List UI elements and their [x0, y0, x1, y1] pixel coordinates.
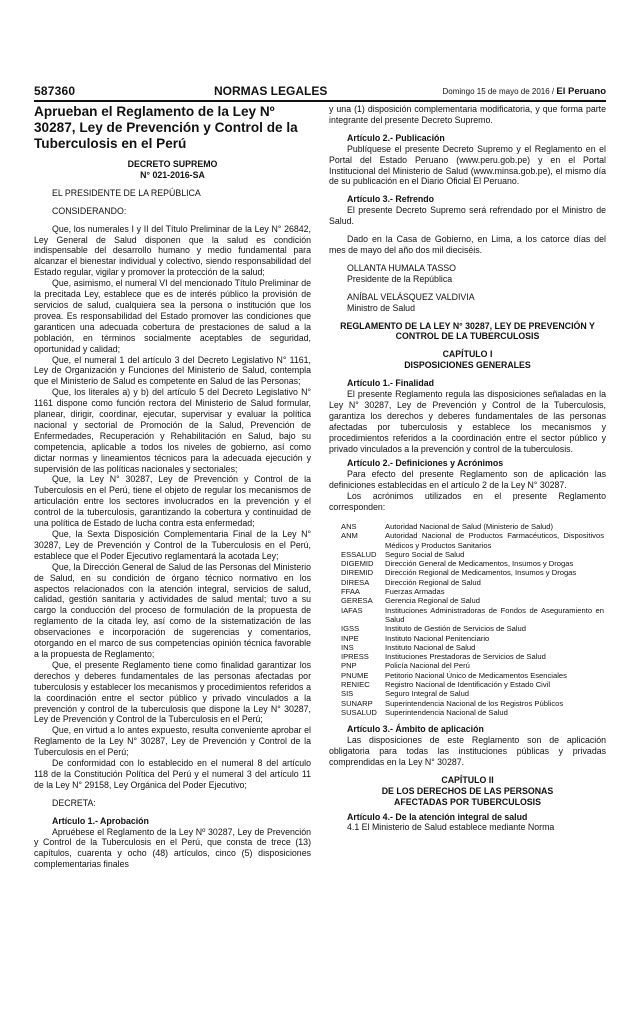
- reg-article-3-text: Las disposiciones de este Reglamento son de aplicación obligatoria para todas las instituciones públicas y privadas comprendidas en la Ley N° 30287.: [329, 735, 606, 767]
- acronyms-table: [341, 522, 604, 717]
- acronym-key: ANS: [341, 522, 357, 531]
- acronym-row: [341, 652, 604, 661]
- article-1-text: Apruébese el Reglamento de la Ley Nº 30287, Ley de Prevención y Control de la Tuberculosis en el Perú, que consta de trece (13) capítulos, cuarenta y ocho (48) artículos, cinco (5) disposiciones complementarias finales: [34, 826, 311, 870]
- acronym-key: GERESA: [341, 596, 373, 606]
- right-column: [329, 104, 606, 1008]
- acronym-value: Superintendencia Nacional de los Registros Públicos: [385, 698, 564, 708]
- acronym-value: Seguro Integral de Salud: [385, 689, 470, 699]
- decreta-label: DECRETA:: [52, 797, 96, 808]
- reg-article-2-heading: Artículo 2.- Definiciones y Acrónimos: [347, 458, 504, 469]
- reg-article-2-text: Para efecto del presente Reglamento son de aplicación las definiciones establecidas en el artículo 2 de la Ley N° 30287.: [329, 469, 606, 491]
- continuation-text: y una (1) disposición complementaria modificatoria, y que forma parte integrante del presente Decreto Supremo.: [329, 104, 606, 125]
- chapter-1-label: CAPÍTULO I: [442, 349, 493, 360]
- dado-text: Dado en la Casa de Gobierno, en Lima, a los catorce días del mes de mayo del año dos mil dieciséis.: [329, 234, 606, 255]
- acronym-value: Instituto Nacional Penitenciario: [385, 633, 490, 643]
- acronym-row: [341, 689, 604, 698]
- reglamento-title: REGLAMENTO DE LA LEY N° 30287, LEY DE PREVENCIÓN Y CONTROL DE LA TUBERCULOSIS: [340, 320, 595, 342]
- acronym-key: DIGEMID: [341, 559, 374, 569]
- signatory-1-name: OLLANTA HUMALA TASSO: [347, 262, 457, 273]
- acronym-key: SUSALUD: [341, 707, 377, 717]
- page-number: 587360: [34, 84, 76, 98]
- acronym-key: RENIEC: [341, 680, 370, 690]
- acronym-key: INPE: [341, 633, 359, 643]
- acronym-key: SUNARP: [341, 698, 373, 708]
- acronym-value: Dirección Regional de Medicamentos, Insumos y Drogas: [385, 568, 577, 578]
- page-header: [34, 80, 606, 102]
- acronym-value: Seguro Social de Salud: [385, 549, 465, 559]
- acronym-row: [341, 531, 604, 550]
- acronym-key: SIS: [341, 689, 354, 699]
- acronym-value: Instituciones Administradoras de Fondos de Aseguramiento en Salud: [385, 605, 604, 624]
- acronym-row: [341, 550, 604, 559]
- paragraph: Que, los literales a) y b) del artículo 5 del Decreto Legislativo N° 1161 dispone como función rectora del Ministerio de Salud formular, planear, dirigir, coordinar, ejecutar, supervisar y evaluar la política nacional y sectorial de Promoción de la Salud, Prevención de Enfermedades, Recuperación y Rehabilitación en Salud, bajo su competencia, aplicable a todos los niveles de gobierno, así como dictar normas y lineamientos técnicos para la adecuada ejecución y supervisión de las políticas nacionales y sectoriales;: [34, 387, 311, 474]
- acronym-key: PNUME: [341, 670, 369, 680]
- signatory-2-name: ANÍBAL VELÁSQUEZ VALDIVIA: [347, 291, 475, 302]
- acronym-key: PNP: [341, 661, 357, 671]
- acronym-row: [341, 596, 604, 605]
- article-2-heading: Artículo 2.- Publicación: [347, 132, 445, 143]
- acronym-value: Policía Nacional del Perú: [385, 661, 470, 671]
- paragraph: Que, los numerales I y II del Título Preliminar de la Ley N° 26842, Ley General de Salud disponen que la salud es condición indispensable del desarrollo humano y medio fundamental para alcanzar el bienestar individual y colectivo, siendo responsabilidad del Estado regular, vigilar y promover la protección de la salud;: [34, 223, 311, 278]
- acronym-key: DIRESA: [341, 577, 370, 587]
- acronym-key: DIREMID: [341, 568, 374, 578]
- acronym-row: [341, 606, 604, 625]
- reg-article-1-heading: Artículo 1.- Finalidad: [347, 378, 434, 389]
- reg-article-2-text-2: Los acrónimos utilizados en el presente Reglamento corresponden:: [329, 491, 606, 513]
- acronym-row: [341, 568, 604, 577]
- reg-article-4-text: 4.1 El Ministerio de Salud establece mediante Norma: [347, 822, 555, 833]
- paragraph: Que, el numeral 1 del artículo 3 del Decreto Legislativo N° 1161, Ley de Organización y Funciones del Ministerio de Salud, contempla que el Ministerio de Salud es competente en Salud de las Personas;: [34, 354, 311, 387]
- signatory-1-title: Presidente de la República: [347, 273, 453, 284]
- paragraph: Que, la Sexta Disposición Complementaria Final de la Ley N° 30287, Ley de Prevención y Control de la Tuberculosis en el Perú, establece que el Poder Ejecutivo reglamentará la acotada Ley;: [34, 529, 311, 561]
- president-line: EL PRESIDENTE DE LA REPÚBLICA: [52, 187, 201, 198]
- acronym-row: [341, 587, 604, 596]
- acronym-value: Autoridad Nacional de Productos Farmacéuticos, Dispositivos Médicos y Productos Sanitarios: [385, 531, 604, 550]
- header-date: Domingo 15 de mayo de 2016 /: [442, 87, 555, 96]
- acronym-key: INS: [341, 642, 354, 652]
- reg-article-4-heading: Artículo 4.- De la atención integral de salud: [347, 811, 528, 822]
- decree-headline: Aprueban el Reglamento de la Ley Nº 30287, Ley de Prevención y Control de la Tuberculosis en el Perú: [34, 104, 298, 151]
- columns: [34, 104, 606, 1008]
- acronym-row: [341, 699, 604, 708]
- acronym-value: Registro Nacional de Identificación y Estado Civil: [385, 680, 551, 690]
- chapter-2-title: DE LOS DERECHOS DE LAS PERSONAS AFECTADAS POR TUBERCULOSIS: [381, 785, 554, 807]
- header-date-block: [443, 86, 607, 100]
- acronym-value: Instituciones Prestadoras de Servicios de Salud: [385, 652, 546, 662]
- paragraph: De conformidad con lo establecido en el numeral 8 del artículo 118 de la Constitución Política del Perú y el numeral 3 del artículo 11 de la Ley N° 29158, Ley Orgánica del Poder Ejecutivo;: [34, 758, 311, 790]
- acronym-value: Dirección General de Medicamentos, Insumos y Drogas: [385, 559, 574, 569]
- acronym-value: Fuerzas Armadas: [385, 587, 445, 597]
- acronym-value: Gerencia Regional de Salud: [385, 596, 480, 606]
- acronym-row: [341, 634, 604, 643]
- acronym-key: IGSS: [341, 624, 360, 634]
- acronym-row: [341, 680, 604, 689]
- left-column: [34, 104, 311, 1008]
- considerando-label: CONSIDERANDO:: [52, 205, 127, 216]
- article-3-heading: Artículo 3.- Refrendo: [347, 194, 434, 205]
- article-3-text: El presente Decreto Supremo será refrendado por el Ministro de Salud.: [329, 205, 606, 227]
- acronym-row: [341, 708, 604, 717]
- acronym-key: IPRESS: [341, 652, 369, 662]
- section-title: NORMAS LEGALES: [214, 84, 328, 98]
- acronym-value: Dirección Regional de Salud: [385, 577, 481, 587]
- acronym-value: Superintendencia Nacional de Salud: [385, 707, 508, 717]
- acronym-key: IAFAS: [341, 605, 363, 615]
- chapter-1-title: DISPOSICIONES GENERALES: [404, 360, 531, 371]
- acronym-row: [341, 643, 604, 652]
- acronym-value: Instituto de Gestión de Servicios de Salud: [385, 624, 526, 634]
- decree-label: DECRETO SUPREMO: [127, 159, 218, 169]
- paragraph: Que, la Dirección General de Salud de las Personas del Ministerio de Salud, en su condición de órgano técnico normativo en los aspectos relacionados con la atención integral, servicios de salud, calidad, gestión sanitaria y actividades de salud mental; tuvo a su cargo la conducción del proceso de formulación de la propuesta de reglamento de la citada ley, así como de la sistematización de las observaciones e incorporación de sugerencias y comentarios, otorgando en el marco de sus competencias opinión técnica favorable a la propuesta de Reglamento;: [34, 561, 311, 659]
- paragraph: Que, la Ley N° 30287, Ley de Prevención y Control de la Tuberculosis en el Perú, tiene el objeto de regular los mecanismos de articulación entre los sectores involucrados en la prevención y el control de la tuberculosis, garantizando la cobertura y continuidad de una política de Estado de lucha contra esta enfermedad;: [34, 474, 311, 529]
- acronym-row: [341, 522, 604, 531]
- acronym-row: [341, 661, 604, 670]
- article-1-heading: Artículo 1.- Aprobación: [52, 815, 149, 826]
- newspaper-name: El Peruano: [556, 86, 606, 97]
- paragraph: Que, asimismo, el numeral VI del mencionado Título Preliminar de la precitada Ley, establece que es de interés público la provisión de servicios de salud, cualquiera sea la persona o institución que los provea. Es responsabilidad del Estado promover las condiciones que garanticen una adecuada cobertura de prestaciones de salud a la población, en términos socialmente aceptables de seguridad, oportunidad y calidad;: [34, 278, 311, 354]
- reg-article-3-heading: Artículo 3.- Ámbito de aplicación: [347, 724, 484, 735]
- acronym-key: ESSALUD: [341, 549, 377, 559]
- acronym-value: Autoridad Nacional de Salud (Ministerio de Salud): [385, 522, 554, 531]
- acronym-value: Petitorio Nacional Único de Medicamentos Esenciales: [385, 670, 567, 680]
- acronym-row: [341, 578, 604, 587]
- acronym-row: [341, 624, 604, 633]
- acronym-row: [341, 671, 604, 680]
- acronym-row: [341, 559, 604, 568]
- article-2-text: Publíquese el presente Decreto Supremo y el Reglamento en el Portal del Estado Peruano (www.peru.gob.pe) y en el Portal Institucional del Ministerio de Salud (www.minsa.gob.pe), el mismo día de su publicación en el Diario Oficial El Peruano.: [329, 143, 606, 187]
- decree-number: N° 021-2016-SA: [140, 169, 205, 180]
- signatory-2-title: Ministro de Salud: [347, 302, 415, 313]
- reg-article-1-text: El presente Reglamento regula las disposiciones señaladas en la Ley N° 30287, Ley de Prevención y Control de la Tuberculosis, garantiza los derechos y deberes fundamentales de las personas afectadas por tuberculosis y establece los mecanismos y procedimientos referidos a la coordinación entre el sector público y privado vinculados a la prevención y control de la tuberculosis.: [329, 389, 606, 454]
- chapter-2-label: CAPÍTULO II: [441, 774, 494, 785]
- acronym-key: ANM: [341, 531, 358, 541]
- paragraph: Que, en virtud a lo antes expuesto, resulta conveniente aprobar el Reglamento de la Ley N° 30287, Ley de Prevención y Control de la Tuberculosis en el Perú;: [34, 725, 311, 758]
- acronym-value: Instituto Nacional de Salud: [385, 642, 476, 652]
- acronym-key: FFAA: [341, 587, 360, 597]
- paragraph: Que, el presente Reglamento tiene como finalidad garantizar los derechos y deberes fundamentales de las personas afectadas por tuberculosis y establecer los mecanismos y procedimientos referidos a la coordinación entre el sector público y privado vinculados a la prevención y control de la tuberculosis que dispone la Ley N° 30287, Ley de Prevención y Control de la Tuberculosis en el Perú;: [34, 659, 311, 725]
